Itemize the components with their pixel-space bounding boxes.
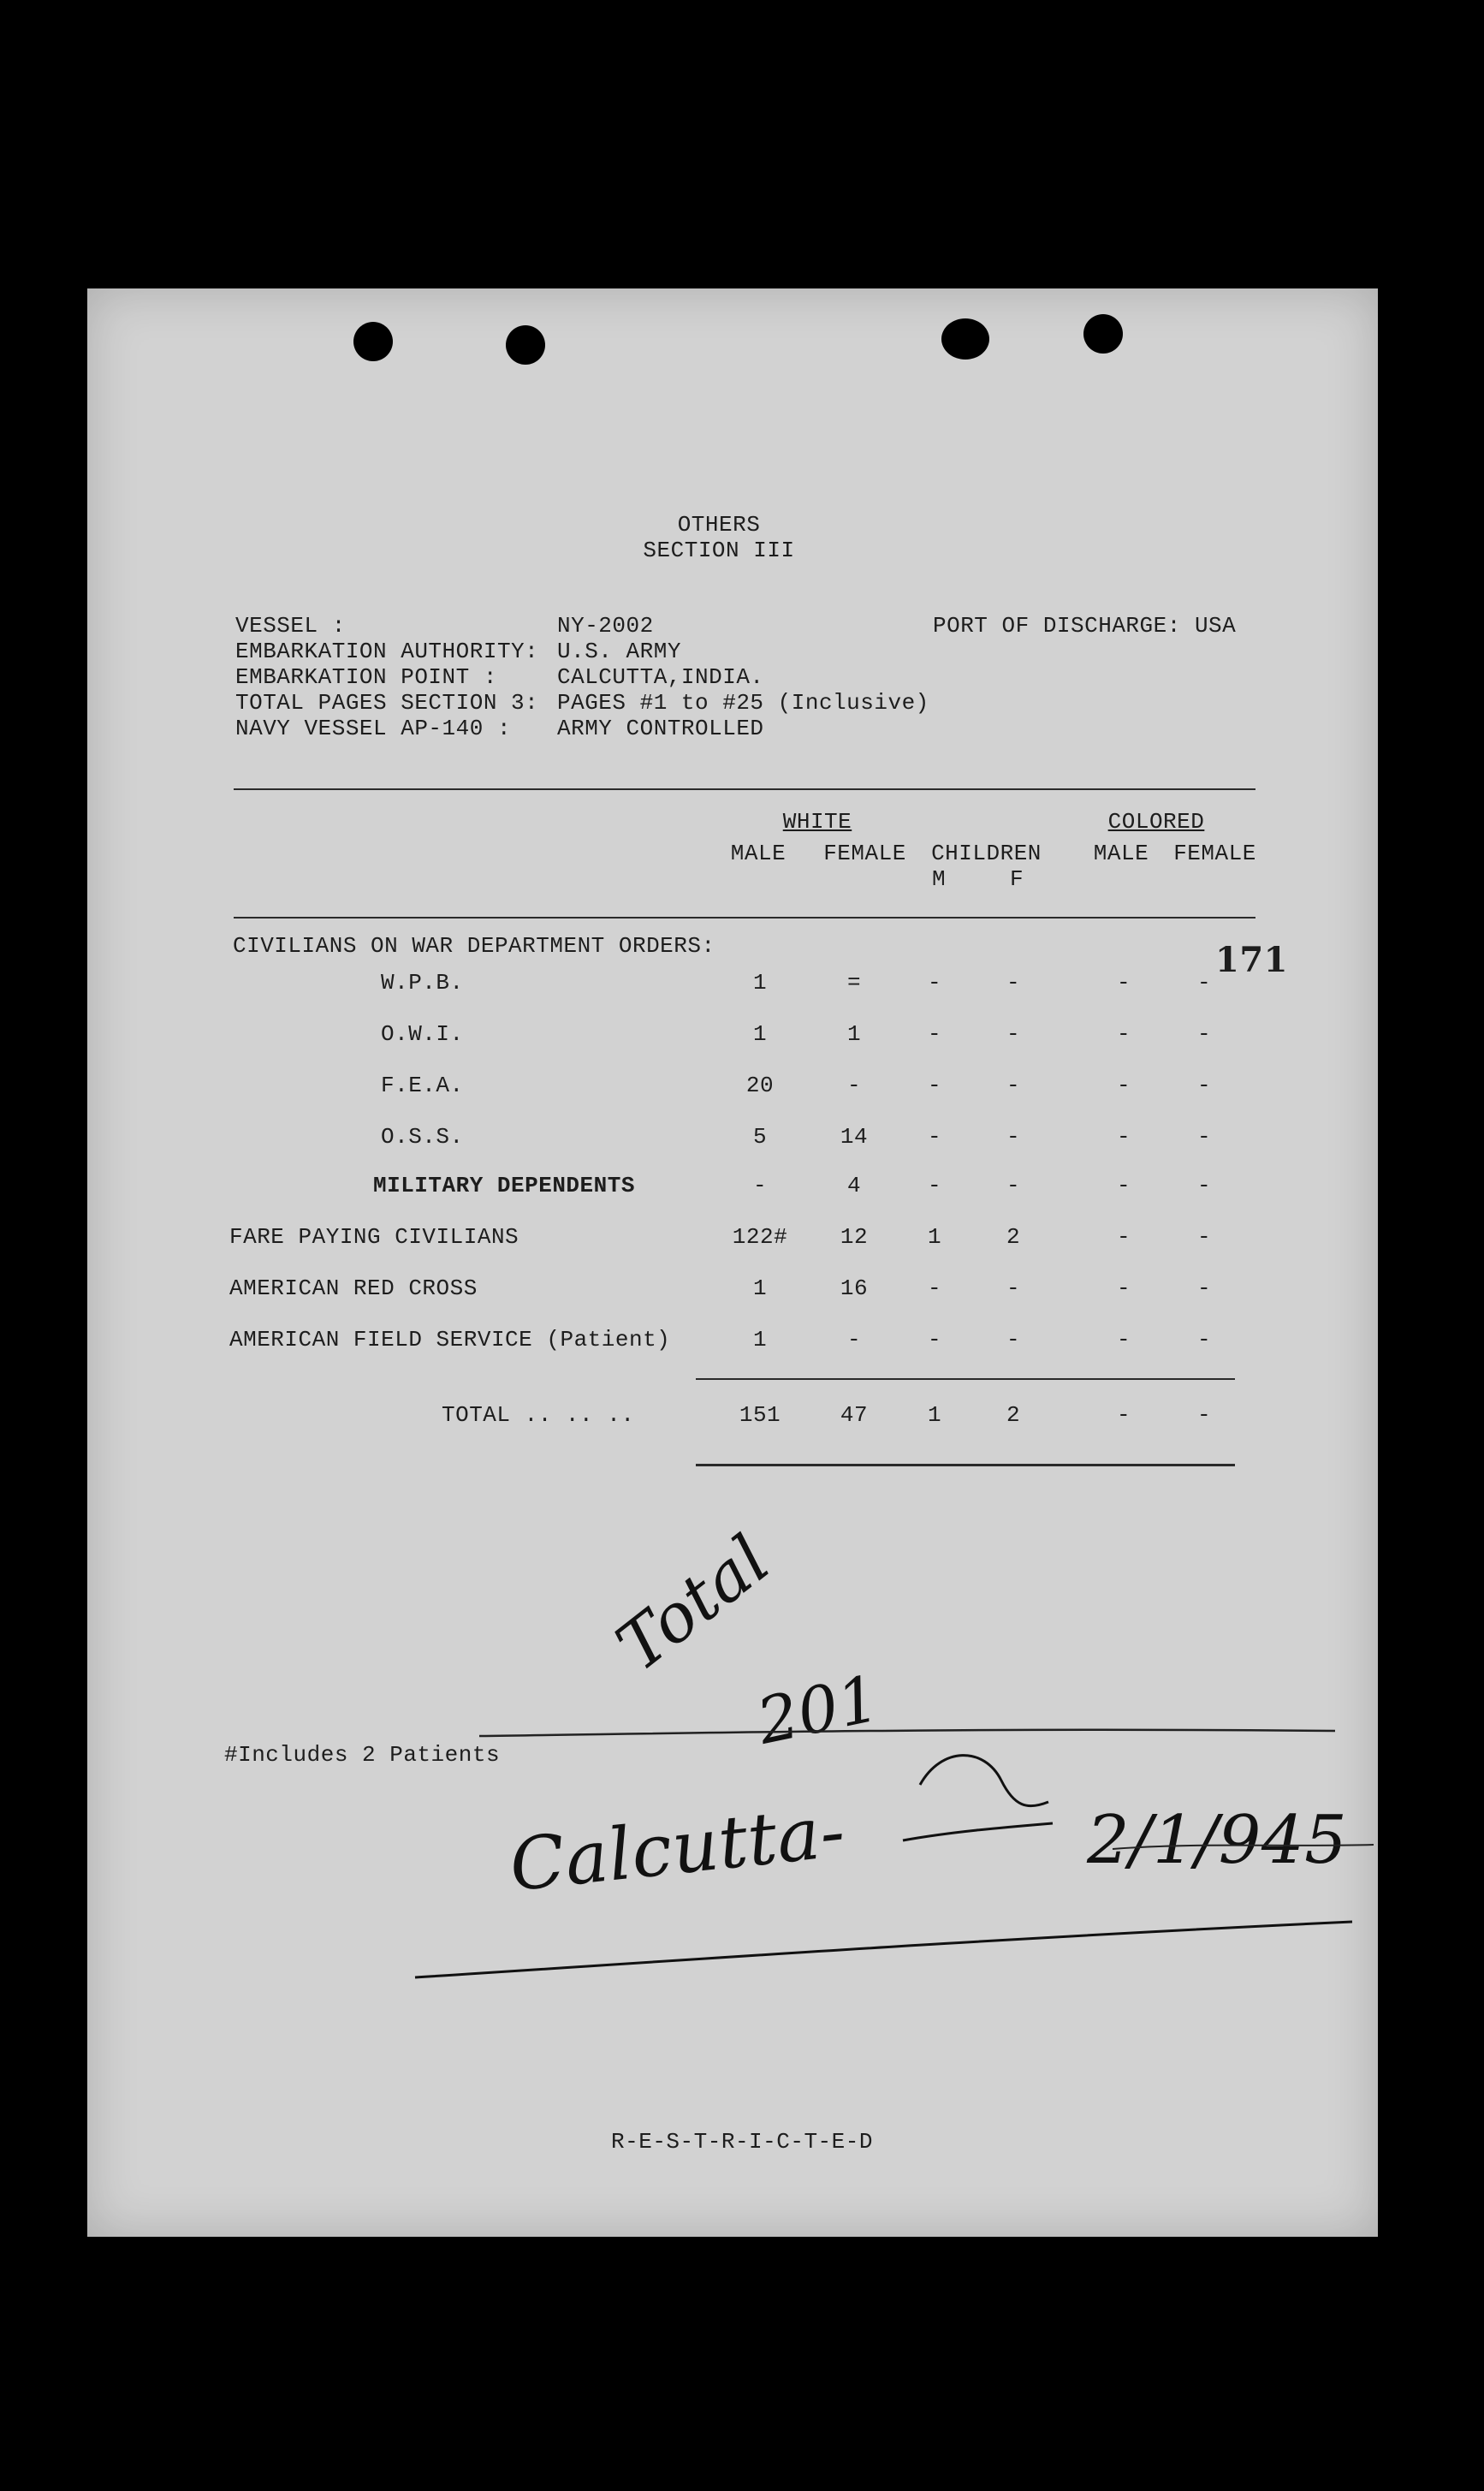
row-label: MILITARY DEPENDENTS xyxy=(373,1173,635,1198)
table-cell: - xyxy=(1116,1021,1131,1047)
info-label: EMBARKATION POINT : xyxy=(235,664,497,690)
total-cell: 1 xyxy=(927,1402,942,1428)
row-label: FARE PAYING CIVILIANS xyxy=(229,1224,519,1250)
table-cell: - xyxy=(927,1124,942,1150)
info-value: ARMY CONTROLLED xyxy=(557,716,764,741)
table-cell: - xyxy=(1006,1073,1021,1098)
total-label: TOTAL .. .. .. xyxy=(442,1402,635,1428)
total-cell: - xyxy=(1116,1402,1131,1428)
table-cell: - xyxy=(1196,1021,1212,1047)
total-cell: 47 xyxy=(840,1402,869,1428)
table-cell: - xyxy=(1196,1275,1212,1301)
handwritten-total: Total xyxy=(603,1521,785,1686)
total-cell: 2 xyxy=(1006,1402,1021,1428)
handwritten-initials xyxy=(903,1756,1053,1840)
table-cell: - xyxy=(927,1327,942,1353)
table-cell: - xyxy=(1196,1173,1212,1198)
table-cell: 14 xyxy=(840,1124,869,1150)
handwritten-baseline xyxy=(415,1922,1352,1977)
table-cell: 1 xyxy=(846,1021,862,1047)
row-label: AMERICAN FIELD SERVICE (Patient) xyxy=(229,1327,671,1353)
footnote: #Includes 2 Patients xyxy=(224,1742,501,1768)
info-label: NAVY VESSEL AP-140 : xyxy=(235,716,512,741)
page-number: 171 xyxy=(1215,940,1288,980)
column-header-children-f: F xyxy=(1009,866,1024,892)
table-cell: - xyxy=(1116,1073,1131,1098)
info-label: VESSEL : xyxy=(235,613,346,639)
table-cell: - xyxy=(1196,970,1212,996)
table-cell: 12 xyxy=(840,1224,869,1250)
column-header-children: CHILDREN xyxy=(931,841,1042,866)
column-header-female: FEMALE xyxy=(823,841,906,866)
column-group-white: WHITE xyxy=(782,809,852,835)
total-cell: 151 xyxy=(739,1402,781,1428)
table-cell: - xyxy=(1116,970,1131,996)
table-cell: - xyxy=(1196,1073,1212,1098)
table-cell: - xyxy=(1006,1021,1021,1047)
row-label: O.W.I. xyxy=(381,1021,464,1047)
table-cell: = xyxy=(846,970,862,996)
table-cell: 2 xyxy=(1006,1224,1021,1250)
table-cell: - xyxy=(1006,1124,1021,1150)
table-cell: - xyxy=(1006,1173,1021,1198)
table-cell: 16 xyxy=(840,1275,869,1301)
section-heading: CIVILIANS ON WAR DEPARTMENT ORDERS: xyxy=(233,933,715,959)
handwritten-line xyxy=(1113,1845,1374,1849)
column-header-colored-female: FEMALE xyxy=(1173,841,1256,866)
table-cell: - xyxy=(1196,1124,1212,1150)
table-cell: - xyxy=(927,1173,942,1198)
info-value: PAGES #1 to #25 (Inclusive) xyxy=(557,690,929,716)
column-header-colored-male: MALE xyxy=(1093,841,1149,866)
table-cell: - xyxy=(1116,1224,1131,1250)
column-header-children-m: M xyxy=(931,866,947,892)
row-label: F.E.A. xyxy=(381,1073,464,1098)
table-cell: - xyxy=(752,1173,768,1198)
table-cell: - xyxy=(927,970,942,996)
table-cell: - xyxy=(1006,1327,1021,1353)
table-cell: - xyxy=(1196,1327,1212,1353)
document-title: OTHERS xyxy=(677,512,761,538)
table-cell: - xyxy=(1116,1124,1131,1150)
handwritten-underline xyxy=(479,1730,1335,1736)
table-cell: - xyxy=(1116,1327,1131,1353)
row-label: O.S.S. xyxy=(381,1124,464,1150)
column-header-male: MALE xyxy=(730,841,787,866)
table-cell: - xyxy=(1006,970,1021,996)
table-cell: - xyxy=(846,1073,862,1098)
table-cell: 5 xyxy=(752,1124,768,1150)
table-cell: - xyxy=(1116,1275,1131,1301)
info-value: NY-2002 xyxy=(557,613,654,639)
total-cell: - xyxy=(1196,1402,1212,1428)
table-cell: - xyxy=(927,1073,942,1098)
row-label: AMERICAN RED CROSS xyxy=(229,1275,478,1301)
table-cell: - xyxy=(846,1327,862,1353)
handwritten-count: 201 xyxy=(751,1662,887,1759)
table-cell: 4 xyxy=(846,1173,862,1198)
info-value: U.S. ARMY xyxy=(557,639,681,664)
table-cell: 1 xyxy=(927,1224,942,1250)
document-subtitle: SECTION III xyxy=(643,538,795,563)
table-cell: - xyxy=(1116,1173,1131,1198)
column-group-colored: COLORED xyxy=(1107,809,1205,835)
table-cell: 20 xyxy=(745,1073,775,1098)
row-label: W.P.B. xyxy=(381,970,464,996)
table-cell: - xyxy=(927,1021,942,1047)
port-of-discharge: PORT OF DISCHARGE: USA xyxy=(933,613,1237,639)
table-cell: 1 xyxy=(752,1327,768,1353)
table-cell: - xyxy=(1006,1275,1021,1301)
info-value: CALCUTTA,INDIA. xyxy=(557,664,764,690)
table-cell: 122# xyxy=(732,1224,788,1250)
info-label: TOTAL PAGES SECTION 3: xyxy=(235,690,539,716)
table-cell: 1 xyxy=(752,1275,768,1301)
table-cell: - xyxy=(927,1275,942,1301)
table-cell: - xyxy=(1196,1224,1212,1250)
restricted-footer: R-E-S-T-R-I-C-T-E-D xyxy=(611,2129,873,2155)
handwritten-place: Calcutta- xyxy=(505,1788,849,1908)
table-cell: 1 xyxy=(752,1021,768,1047)
handwritten-date: 2/1/945 xyxy=(1087,1802,1348,1879)
info-label: EMBARKATION AUTHORITY: xyxy=(235,639,539,664)
table-cell: 1 xyxy=(752,970,768,996)
